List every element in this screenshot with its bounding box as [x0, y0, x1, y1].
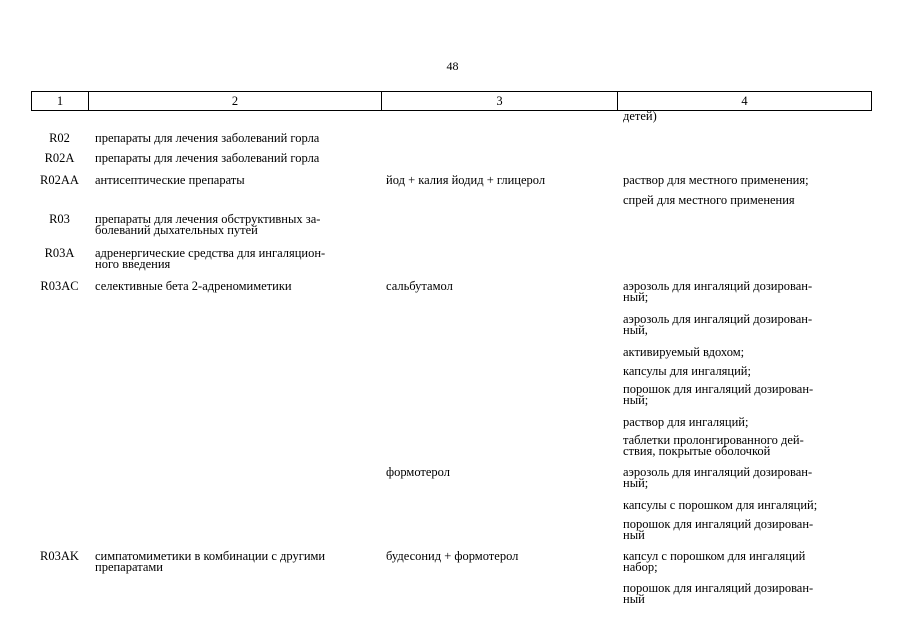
cell-forms: [623, 111, 863, 122]
cell-line: R03AK: [40, 549, 79, 563]
cell-substance: [386, 467, 614, 478]
cell-line: препараты для лечения обструктивных за-: [95, 212, 321, 226]
cell-line: капсулы с порошком для ингаляций;: [623, 498, 818, 512]
header-col-1: 1: [32, 92, 89, 110]
cell-line: симпатомиметики в комбинации с другими: [95, 549, 326, 563]
cell-line: ствия, покрытые оболочкой: [623, 444, 771, 458]
cell-forms: [623, 281, 863, 303]
cell-name: [95, 153, 377, 164]
cell-line: препаратами: [95, 560, 163, 574]
table-header-row: [31, 91, 872, 111]
cell-substance: [386, 175, 614, 186]
cell-line: аэрозоль для ингаляций дозирован-: [623, 465, 813, 479]
cell-line: ный;: [623, 476, 649, 490]
cell-line: ный,: [623, 323, 648, 337]
cell-line: ный;: [623, 393, 649, 407]
cell-line: будесонид + формотерол: [386, 549, 519, 563]
cell-forms: [623, 347, 863, 358]
cell-line: ный: [623, 592, 645, 606]
cell-line: набор;: [623, 560, 658, 574]
cell-name: [95, 281, 377, 292]
cell-line: аэрозоль для ингаляций дозирован-: [623, 312, 813, 326]
cell-line: R03: [49, 212, 70, 226]
cell-line: спрей для местного применения: [623, 193, 795, 207]
cell-name: [95, 214, 377, 236]
cell-substance: [386, 551, 614, 562]
cell-line: детей): [623, 109, 657, 123]
page-number: 48: [446, 59, 459, 73]
cell-code: [31, 248, 88, 259]
cell-line: R03A: [44, 246, 75, 260]
cell-forms: [623, 384, 863, 406]
cell-line: аэрозоль для ингаляций дозирован-: [623, 279, 813, 293]
cell-forms: [623, 519, 863, 541]
cell-line: порошок для ингаляций дозирован-: [623, 581, 814, 595]
cell-forms: [623, 500, 863, 511]
header-col-4: 4: [741, 94, 748, 108]
header-col-2: 2: [89, 92, 382, 110]
cell-line: селективные бета 2-адреномиметики: [95, 279, 292, 293]
cell-line: таблетки пролонгированного дей-: [623, 433, 804, 447]
cell-name: [95, 551, 377, 573]
cell-forms: [623, 195, 863, 206]
cell-line: раствор для местного применения;: [623, 173, 809, 187]
cell-forms: [623, 435, 863, 457]
cell-code: [31, 175, 88, 186]
cell-forms: [623, 417, 863, 428]
cell-name: [95, 175, 377, 186]
cell-line: активируемый вдохом;: [623, 345, 745, 359]
cell-line: порошок для ингаляций дозирован-: [623, 382, 814, 396]
cell-line: формотерол: [386, 465, 450, 479]
cell-line: R02: [49, 131, 70, 145]
cell-code: [31, 153, 88, 164]
cell-forms: [623, 175, 863, 186]
cell-line: йод + калия йодид + глицерол: [386, 173, 546, 187]
cell-code: [31, 133, 88, 144]
cell-code: [31, 214, 88, 225]
cell-line: ный;: [623, 290, 649, 304]
cell-line: болеваний дыхательных путей: [95, 223, 258, 237]
cell-line: препараты для лечения заболеваний горла: [95, 151, 320, 165]
cell-line: капсулы для ингаляций;: [623, 364, 751, 378]
cell-code: [31, 551, 88, 562]
cell-line: R02A: [44, 151, 75, 165]
cell-code: [31, 281, 88, 292]
cell-forms: [623, 314, 863, 336]
cell-forms: [623, 366, 863, 377]
cell-substance: [386, 281, 614, 292]
cell-line: капсул с порошком для ингаляций: [623, 549, 806, 563]
cell-line: R03AC: [40, 279, 79, 293]
cell-line: раствор для ингаляций;: [623, 415, 749, 429]
cell-line: ный: [623, 528, 645, 542]
cell-line: сальбутамол: [386, 279, 453, 293]
cell-name: [95, 133, 377, 144]
cell-line: R02AA: [40, 173, 79, 187]
cell-forms: [623, 583, 863, 605]
cell-line: антисептические препараты: [95, 173, 245, 187]
cell-forms: [623, 551, 863, 573]
cell-line: препараты для лечения заболеваний горла: [95, 131, 320, 145]
cell-line: адренергические средства для ингаляцион-: [95, 246, 326, 260]
header-col-3: 3: [382, 92, 618, 110]
cell-forms: [623, 467, 863, 489]
cell-name: [95, 248, 377, 270]
cell-line: порошок для ингаляций дозирован-: [623, 517, 814, 531]
cell-line: ного введения: [95, 257, 171, 271]
